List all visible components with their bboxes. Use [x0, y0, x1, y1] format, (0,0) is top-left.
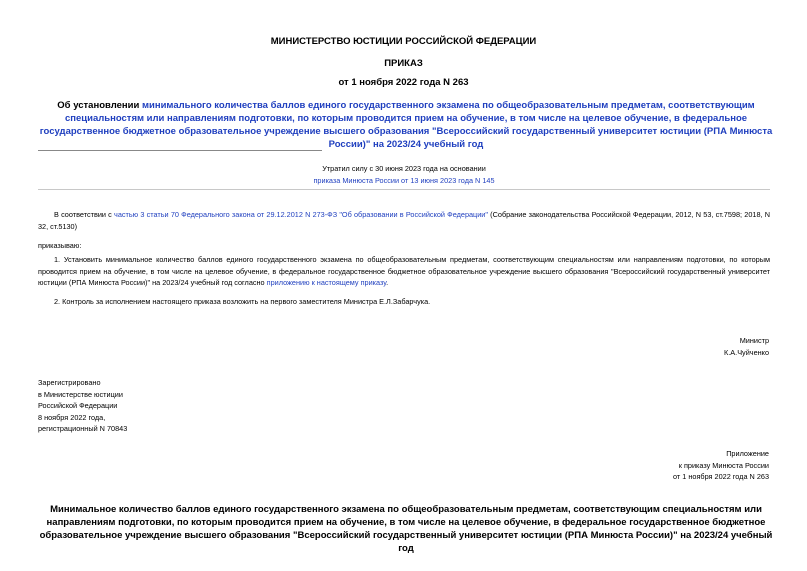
- signature-position: Министр: [739, 336, 769, 345]
- heading-link[interactable]: минимального количества баллов единого государственного экзамена по общеобразовательным предметам, соответствующим специальностям или направлениям подготовки, по которым проводится прием на обучение, в том числе на целевое обучение, в федеральное государственное бюджетное образовательное учреждение высшего образования "Всероссийский государственный университет юстиции (РПА Минюста России)" на 2023/24 учебный год: [39, 100, 773, 150]
- lost-force-text: Утратил силу с 30 июня 2023 года на основании: [322, 164, 486, 173]
- document-heading: [36, 99, 776, 151]
- paragraph-item-2: 2. Контроль за исполнением настоящего приказа возложить на первого заместителя Министра Е.Л.Забарчука.: [54, 297, 431, 306]
- basis-suffix: (Собрание законодательства Российской Федерации, 2012, N 53, ст.7598; 2018, N 32, ст.5130): [38, 210, 770, 231]
- item1-end: .: [386, 278, 389, 287]
- law-link[interactable]: частью 3 статьи 70 Федерального закона от 29.12.2012 N 273-ФЗ "Об образовании в Российской Федерации": [114, 210, 488, 219]
- doc-date-number: от 1 ноября 2022 года N 263: [338, 77, 469, 88]
- item1-text: 1. Установить минимальное количество баллов единого государственного экзамена по общеобразовательным предметам, соответствующим специальностям или направлениям подготовки, по которым проводится прием на обучение, в том числе на целевое обучение, в федеральное государственное бюджетное образовательное учреждение высшего образования "Всероссийский государственный университет юстиции (РПА Минюста России)" на 2023/24 учебный год согласно: [38, 255, 770, 287]
- basis-prefix: В соответствии с: [54, 210, 115, 219]
- registration-line: Российской Федерации: [38, 401, 118, 410]
- appendix-line: от 1 ноября 2022 года N 263: [673, 472, 769, 481]
- registration-block: [38, 377, 127, 435]
- registration-line: в Министерстве юстиции: [38, 389, 123, 399]
- lost-force-note: [38, 163, 770, 187]
- appendix-block: [673, 448, 769, 483]
- signature-block: [724, 335, 769, 358]
- divider-long: [38, 189, 770, 190]
- heading-prefix: Об установлении: [57, 100, 142, 111]
- paragraph-item-1: [38, 254, 770, 289]
- registration-line: 8 ноября 2022 года,: [38, 412, 106, 422]
- appendix-line: Приложение: [726, 449, 769, 458]
- signature-name: К.А.Чуйченко: [724, 347, 769, 357]
- registration-line: Зарегистрировано: [38, 378, 101, 387]
- appendix-line: к приказу Минюста России: [678, 460, 769, 470]
- appendix-title: Минимальное количество баллов единого государственного экзамена по общеобразовательным предметам, соответствующим специальностям или направлениям подготовки, по которым проводится прием на обучение, в том числе на целевое обучение, в федеральное государственное бюджетное образовательное учреждение высшего образования "Всероссийский государственный университет юстиции (РПА Минюста России)" на 2023/24 учебный год: [39, 504, 773, 554]
- lost-force-link[interactable]: приказа Минюста России от 13 июня 2023 года N 145: [313, 176, 495, 185]
- paragraph-basis: [38, 209, 770, 232]
- paragraph-order: приказываю:: [38, 241, 82, 250]
- registration-line: регистрационный N 70843: [38, 424, 128, 433]
- doc-type: ПРИКАЗ: [384, 58, 423, 69]
- appendix-link[interactable]: приложению к настоящему приказу: [266, 278, 387, 287]
- divider-short: [38, 150, 322, 151]
- ministry-title: МИНИСТЕРСТВО ЮСТИЦИИ РОССИЙСКОЙ ФЕДЕРАЦИИ: [270, 36, 537, 47]
